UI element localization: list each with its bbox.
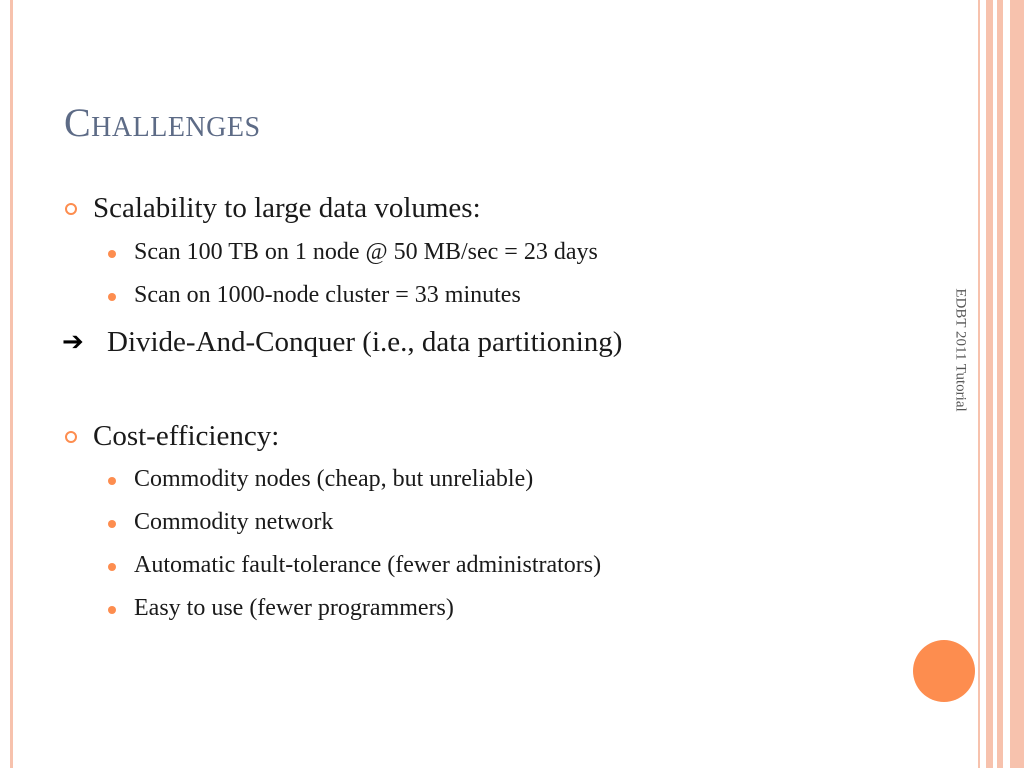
right-arrow-icon: ➔ bbox=[62, 327, 84, 357]
level2-bullet-icon bbox=[108, 477, 116, 485]
level2-bullet-icon bbox=[108, 606, 116, 614]
section-heading-cost-efficiency: Cost-efficiency: bbox=[93, 420, 280, 452]
level1-bullet-icon bbox=[65, 431, 77, 443]
side-label: EDBT 2011 Tutorial bbox=[952, 288, 969, 412]
level2-bullet-icon bbox=[108, 250, 116, 258]
decorative-circle bbox=[913, 640, 975, 702]
level2-bullet-icon bbox=[108, 520, 116, 528]
level2-bullet-icon bbox=[108, 293, 116, 301]
list-item: Commodity nodes (cheap, but unreliable) bbox=[134, 466, 534, 492]
level1-bullet-icon bbox=[65, 203, 77, 215]
list-item: Scan on 1000-node cluster = 33 minutes bbox=[134, 282, 521, 308]
right-stripe bbox=[978, 0, 980, 768]
right-stripe bbox=[1010, 0, 1024, 768]
level2-bullet-icon bbox=[108, 563, 116, 571]
conclusion-text: Divide-And-Conquer (i.e., data partitioning) bbox=[107, 326, 623, 358]
list-item: Easy to use (fewer programmers) bbox=[134, 595, 454, 621]
section-heading-scalability: Scalability to large data volumes: bbox=[93, 192, 481, 224]
list-item: Commodity network bbox=[134, 509, 334, 535]
left-border-line bbox=[10, 0, 13, 768]
list-item: Automatic fault-tolerance (fewer administrators) bbox=[134, 552, 602, 578]
slide-title: Challenges bbox=[64, 100, 261, 145]
list-item: Scan 100 TB on 1 node @ 50 MB/sec = 23 days bbox=[134, 239, 598, 265]
right-stripe bbox=[997, 0, 1003, 768]
right-stripe bbox=[986, 0, 993, 768]
